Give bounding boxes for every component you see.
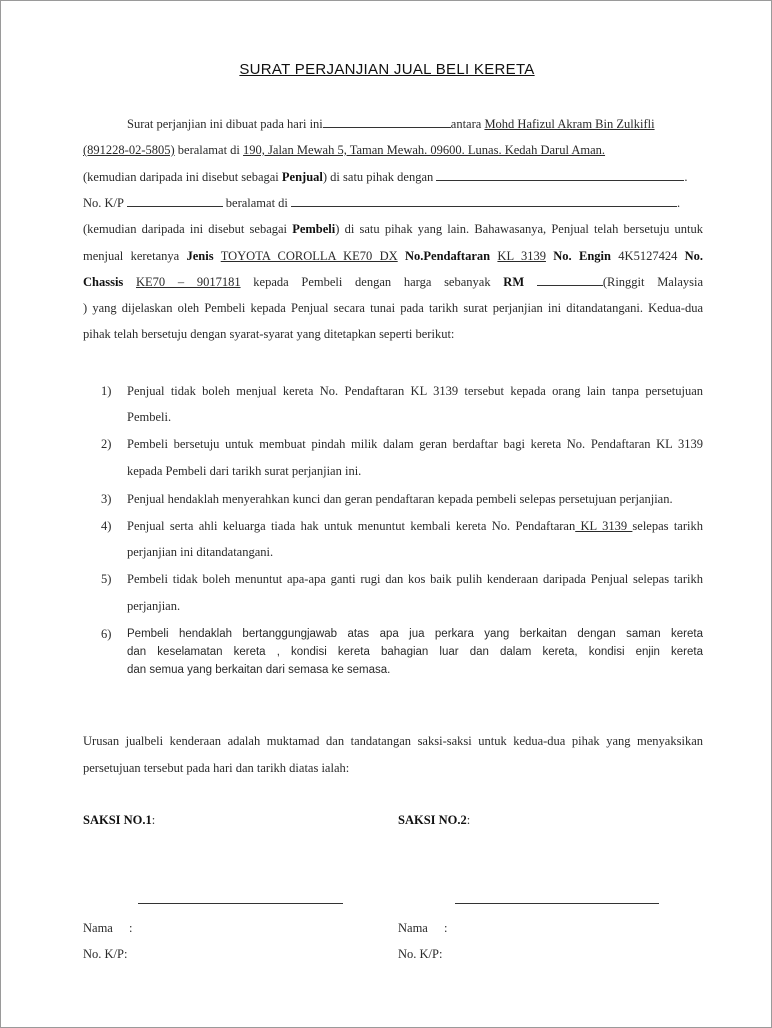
role-buyer: Pembeli <box>292 222 336 236</box>
witness-2-name-label: Nama <box>398 921 428 935</box>
intro-line-3: (kemudian daripada ini disebut sebagai Penjual) di satu pihak dengan . <box>83 170 688 184</box>
intro-line-5 <box>83 220 703 238</box>
label-engine: No. Engin <box>553 249 611 263</box>
term-4-line-1 <box>127 517 703 535</box>
closing-line-2: persetujuan tersebut pada hari dan tarikh diatas ialah: <box>83 761 350 775</box>
intro-text: kepada Pembeli dengan harga sebanyak <box>253 275 491 289</box>
intro-line-6 <box>83 247 703 265</box>
role-seller: Penjual <box>281 170 323 184</box>
term-6-line-1: Pembeli hendaklah bertanggungjawab atas apa jua perkara yang berkaitan dengan saman kereta <box>127 628 703 640</box>
intro-line-8 <box>83 299 703 317</box>
witness-2-heading <box>398 811 470 829</box>
intro-text: beralamat di <box>177 143 240 157</box>
car-registration: KL 3139 <box>497 249 546 263</box>
intro-text: No. K/P <box>83 196 124 210</box>
intro-text: (kemudian daripada ini disebut sebagai <box>83 222 288 236</box>
label-chassis: Chassis <box>83 275 124 289</box>
term-3-line-1: Penjual hendaklah menyerahkan kunci dan geran pendaftaran kepada pembeli selepas persetujuan perjanjian. <box>127 492 673 506</box>
witness-2-signature-line <box>455 903 659 904</box>
term-1-line-2: Pembeli. <box>127 410 172 424</box>
car-engine: 4K5127424 <box>618 249 678 263</box>
colon: : <box>466 813 471 827</box>
label-jenis: Jenis <box>186 249 214 263</box>
witness-1-name-label: Nama <box>83 921 113 935</box>
term-number: 5) <box>101 572 112 586</box>
intro-line-7 <box>83 273 703 291</box>
witness-1-ic-label <box>83 945 127 963</box>
colon: : <box>151 813 156 827</box>
intro-text: (Ringgit Malaysia <box>602 275 704 289</box>
term-number: 1) <box>101 384 112 398</box>
term-number: 6) <box>101 627 112 641</box>
witness-heading-text: SAKSI NO.1 <box>83 813 152 827</box>
term-5-line-1: Pembeli tidak boleh menuntut apa-apa ganti rugi dan kos baik pulih kenderaan daripada Penjual selepas tarikh <box>127 572 703 586</box>
term-2-line-1: Pembeli bersetuju untuk membuat pindah milik dalam geran berdaftar bagi kereta No. Pendaftaran KL 3139 <box>127 437 703 451</box>
ic-label-text: No. K/P <box>83 947 124 961</box>
term-2-line-2: kepada Pembeli dari tarikh surat perjanjian ini. <box>127 464 362 478</box>
buyer-address-blank <box>291 194 677 207</box>
colon: : <box>123 947 128 961</box>
car-chassis: KE70 – 9017181 <box>136 275 241 289</box>
date-blank <box>323 115 451 128</box>
ic-label-text: No. K/P <box>398 947 439 961</box>
label-no: No. <box>684 249 704 263</box>
intro-line-2 <box>83 141 703 159</box>
buyer-ic-blank <box>127 194 223 207</box>
buyer-name-blank <box>436 168 684 181</box>
witness-1-name-colon: : <box>129 921 133 935</box>
intro-text: (kemudian daripada ini disebut sebagai <box>83 170 279 184</box>
witness-2-name-colon: : <box>444 921 448 935</box>
term-1-line-1: Penjual tidak boleh menjual kereta No. Pendaftaran KL 3139 tersebut kepada orang lain tanpa persetujuan <box>127 384 703 398</box>
term-4-line-2: perjanjian ini ditandatangani. <box>127 545 274 559</box>
intro-line-9 <box>83 325 703 343</box>
closing-line-1: Urusan jualbeli kenderaan adalah muktamad dan tandatangan saksi-saksi untuk kedua-dua pihak yang menyaksikan <box>83 734 703 748</box>
intro-line-1 <box>127 115 703 133</box>
intro-text: beralamat di <box>225 196 288 210</box>
intro-text: pihak telah bersetuju dengan syarat-syarat yang ditetapkan seperti berikut: <box>83 327 455 341</box>
term-number: 2) <box>101 437 112 451</box>
term-text: Penjual serta ahli keluarga tiada hak untuk menuntut kembali kereta No. Pendaftaran <box>127 519 576 533</box>
witness-heading-text: SAKSI NO.2 <box>398 813 467 827</box>
witness-1-signature-line <box>138 903 343 904</box>
seller-address: 190, Jalan Mewah 5, Taman Mewah. 09600. Lunas. Kedah Darul Aman. <box>243 143 606 157</box>
label-rm: RM <box>503 275 525 289</box>
witness-1-heading <box>83 811 155 829</box>
witness-2-ic-label <box>398 945 442 963</box>
intro-text: menjual keretanya <box>83 249 180 263</box>
term-number: 3) <box>101 492 112 506</box>
car-model: TOYOTA COROLLA KE70 DX <box>220 249 398 263</box>
intro-text: Surat perjanjian ini dibuat pada hari ini <box>127 117 323 131</box>
intro-text: ) di satu pihak dengan <box>322 170 434 184</box>
term-5-line-2: perjanjian. <box>127 599 181 613</box>
intro-text: antara <box>450 117 482 131</box>
term-6-line-2: dan keselamatan kereta , kondisi kereta bahagian luar dan dalam kereta, kondisi enjin kereta <box>127 646 703 658</box>
colon: : <box>438 947 443 961</box>
car-registration: KL 3139 <box>575 519 633 533</box>
intro-text: ) di satu pihak yang lain. Bahawasanya, Penjual telah bersetuju untuk <box>335 222 703 236</box>
term-6-line-3: dan semua yang berkaitan dari semasa ke semasa. <box>127 664 391 676</box>
seller-name: Mohd Hafizul Akram Bin Zulkifli <box>484 117 655 131</box>
document-title: SURAT PERJANJIAN JUAL BELI KERETA <box>239 61 535 78</box>
intro-line-4: No. K/P beralamat di . <box>83 196 681 210</box>
term-number: 4) <box>101 519 112 533</box>
price-blank <box>537 273 603 286</box>
seller-ic: (891228-02-5805) <box>83 143 175 157</box>
term-text: selepas tarikh <box>632 519 703 533</box>
label-registration: No.Pendaftaran <box>405 249 491 263</box>
intro-text: ) yang dijelaskan oleh Pembeli kepada Penjual secara tunai pada tarikh surat perjanjian ini ditandatangani. Kedua-dua <box>83 301 703 315</box>
